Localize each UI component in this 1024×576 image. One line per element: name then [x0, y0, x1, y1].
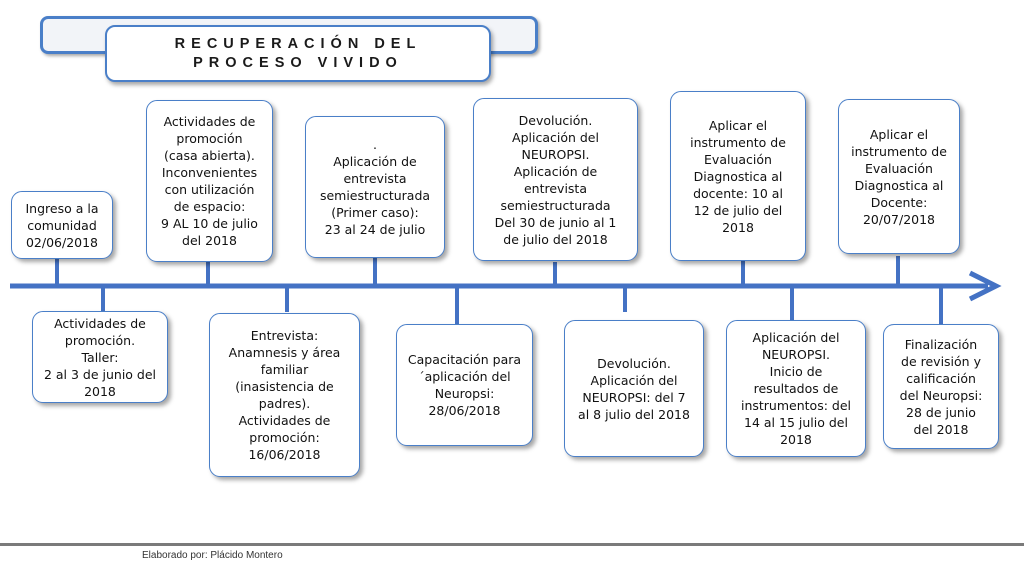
tick-bottom-4 [623, 288, 627, 312]
event-text: Entrevista: Anamnesis y área familiar (inasistencia de padres). Actividades de promoción: 16/06/2018 [228, 328, 341, 462]
tick-bottom-5 [790, 288, 794, 320]
event-text: . Aplicación de entrevista semiestructurada (Primer caso): 23 al 24 de julio [319, 137, 431, 237]
event-box-top-5 [670, 91, 806, 261]
event-text: Capacitación para ´aplicación del Neuropsi: 28/06/2018 [407, 352, 522, 418]
event-text: Aplicación del NEUROPSI. Inicio de resultados de instrumentos: del 14 al 15 julio del 2018 [740, 330, 851, 447]
footer-credit: Elaborado por: Plácido Montero [142, 550, 283, 561]
event-box-top-4 [473, 98, 638, 261]
event-box-top-3 [305, 116, 445, 258]
tick-top-3 [373, 258, 377, 284]
tick-bottom-3 [455, 288, 459, 324]
footer-divider [0, 543, 1024, 546]
event-text: Actividades de promoción (casa abierta). Inconvenientes con utilización de espacio: 9 AL 10 de julio del 2018 [161, 114, 258, 248]
event-text: Actividades de promoción. Taller: 2 al 3 de junio del 2018 [43, 315, 157, 399]
event-box-bottom-1 [32, 311, 168, 403]
tick-bottom-2 [285, 288, 289, 312]
event-text: Devolución. Aplicación del NEUROPSI. Aplicación de entrevista semiestructurada Del 30 de junio al 1 de julio del 2018 [494, 112, 617, 247]
tick-top-5 [741, 261, 745, 286]
tick-top-2 [206, 262, 210, 284]
event-text: Ingreso a la comunidad 02/06/2018 [25, 200, 99, 250]
event-box-bottom-4 [564, 320, 704, 457]
event-box-bottom-3 [396, 324, 533, 446]
event-text: Finalización de revisión y calificación del Neuropsi: 28 de junio del 2018 [899, 336, 983, 437]
tick-bottom-1 [101, 288, 105, 312]
event-text: Devolución. Aplicación del NEUROPSI: del 7 al 8 julio del 2018 [578, 355, 690, 422]
event-box-top-1 [11, 191, 113, 259]
event-box-bottom-5 [726, 320, 866, 457]
tick-top-4 [553, 262, 557, 286]
event-text: Aplicar el instrumento de Evaluación Diagnostica al docente: 10 al 12 de julio del 2018 [690, 117, 786, 235]
event-box-top-2 [146, 100, 273, 262]
event-text: Aplicar el instrumento de Evaluación Diagnostica al Docente: 20/07/2018 [851, 126, 947, 227]
tick-bottom-6 [939, 288, 943, 324]
tick-top-6 [896, 256, 900, 284]
event-box-top-6 [838, 99, 960, 254]
diagram-title: RECUPERACIÓN DEL PROCESO VIVIDO [174, 35, 422, 71]
tick-top-1 [55, 259, 59, 284]
event-box-bottom-2 [209, 313, 360, 477]
event-box-bottom-6 [883, 324, 999, 449]
